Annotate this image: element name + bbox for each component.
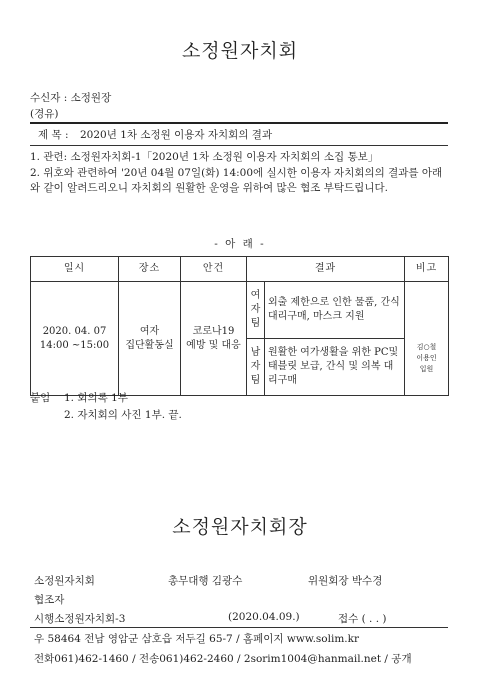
team-1-result: 외출 제한으로 인한 물품, 간식 대리구매, 마스크 지원 — [265, 282, 405, 339]
place-line-2: 집단활동실 — [125, 339, 174, 351]
team-2-label: 남 자 팀 — [247, 339, 265, 396]
header-agenda: 안건 — [181, 257, 247, 282]
below-heading: - 아 래 - — [214, 238, 266, 250]
para-2: 2. 위호와 관련하여 '20년 04월 07일(화) 14:00에 실시한 이용자 자치회의의 결과를 아래와 같이 알려드리오니 자치회의 원활한 운영을 위하여 많은 협조 부탁드립니다. — [30, 167, 443, 194]
footer-org: 소정원자치회 — [34, 575, 95, 587]
recipient: 수신자 : 소정원장 — [30, 92, 112, 104]
attach-item-2: 2. 자치회의 사진 1부. 끝. — [64, 409, 182, 421]
agenda-line-2: 예방 및 대응 — [186, 339, 241, 351]
footer-receipt: 접수 ( . . ) — [338, 613, 387, 625]
footer-contact: 전화061)462-1460 / 전송061)462-2460 / 2sorim1004@hanmail.net / 공개 — [34, 653, 412, 665]
subject-label: 제 목 : — [38, 129, 69, 141]
header-result: 결과 — [247, 257, 405, 282]
divider-subject — [30, 145, 448, 146]
footer-doc-date: (2020.04.09.) — [228, 611, 300, 623]
date-line-1: 2020. 04. 07 — [42, 325, 107, 337]
divider-footer-1 — [30, 627, 448, 628]
doc-title: 소정원자치회 — [181, 40, 299, 62]
attach-label: 붙임 — [30, 392, 51, 404]
team-1-label: 여 자 팀 — [247, 282, 265, 339]
header-date: 일시 — [31, 257, 119, 282]
para-1: 1. 관련: 소정원자치회-1「2020년 1차 소정원 이용자 자치회의 소집 통보」 — [30, 151, 379, 163]
footer-title: 소정원자치회장 — [172, 516, 308, 538]
attach-item-1: 1. 회의록 1부 — [64, 392, 128, 404]
footer-doc-no: 시행소정원자치회-3 — [34, 613, 126, 625]
cell-date — [31, 282, 119, 396]
cell-note: 김○철 이용인 입원 — [405, 282, 449, 396]
result-table — [30, 256, 449, 396]
cell-agenda — [181, 282, 247, 396]
table-header-row — [31, 257, 449, 282]
cell-place — [119, 282, 181, 396]
agenda-line-1: 코로나19 — [192, 325, 235, 337]
footer-deputy: 총무대행 김광수 — [168, 575, 243, 587]
place-line-1: 여자 — [139, 325, 160, 337]
table-row — [31, 282, 449, 339]
footer-address: 우 58464 전남 영암군 삼호읍 저두길 65-7 / 홈페이지 www.solim.kr — [34, 633, 360, 645]
footer-cooperator: 협조자 — [34, 594, 65, 606]
divider-top — [30, 122, 448, 124]
header-place: 장소 — [119, 257, 181, 282]
date-line-2: 14:00 ~15:00 — [39, 339, 110, 351]
via: (경유) — [30, 108, 59, 120]
team-2-result: 원활한 여가생활을 위한 PC및 태블릿 보급, 간식 및 의복 대리구매 — [265, 339, 405, 396]
header-note: 비고 — [405, 257, 449, 282]
footer-chair: 위원회장 박수경 — [308, 575, 383, 587]
subject: 2020년 1차 소정원 이용자 자치회의 결과 — [80, 129, 273, 141]
